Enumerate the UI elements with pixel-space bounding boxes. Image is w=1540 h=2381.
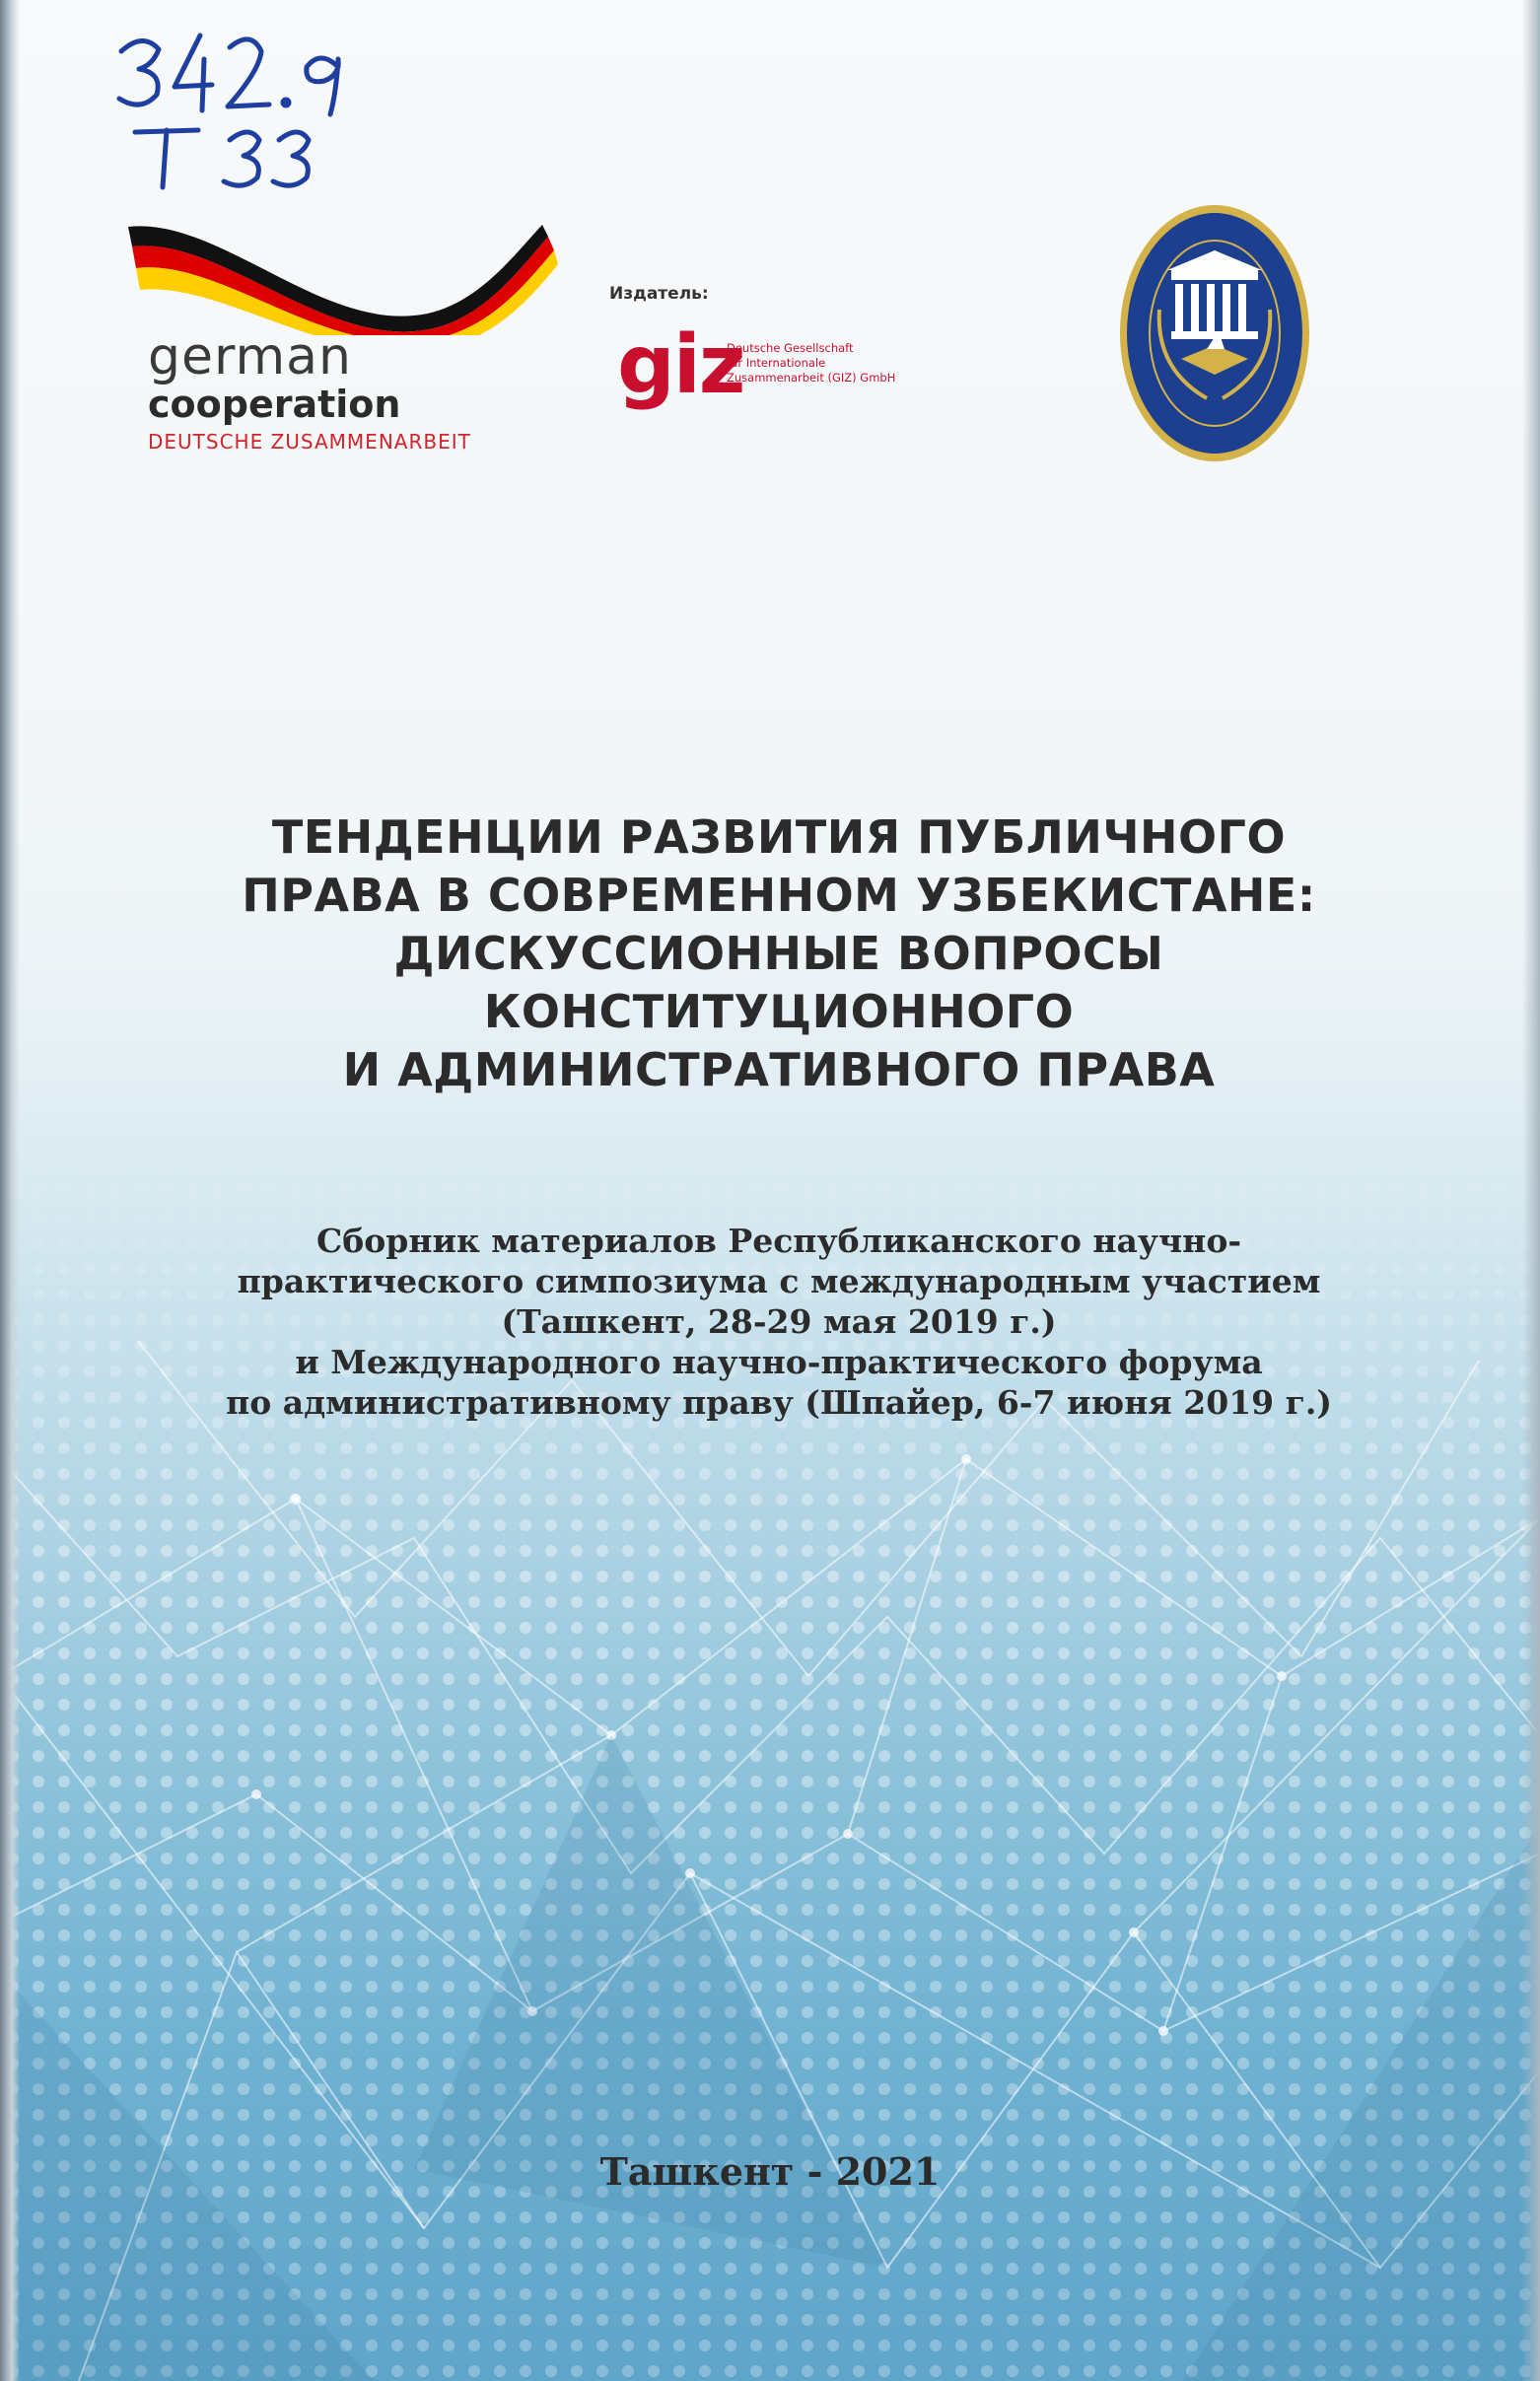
german-cooperation-logo bbox=[118, 217, 562, 454]
title-line: КОНСТИТУЦИОННОГО bbox=[483, 985, 1075, 1038]
gc-text-deutsche-zusammenarbeit: DEUTSCHE ZUSAMMENARBEIT bbox=[148, 430, 471, 454]
giz-name-line: Zusammenarbeit (GIZ) GmbH bbox=[727, 371, 896, 385]
title-line: ТЕНДЕНЦИИ РАЗВИТИЯ ПУБЛИЧНОГО bbox=[271, 810, 1287, 864]
subtitle-line: Сборник материалов Республиканского научно- bbox=[315, 1222, 1242, 1260]
german-flag-wave-icon bbox=[118, 217, 562, 335]
subtitle-line: (Ташкент, 28-29 мая 2019 г.) bbox=[501, 1302, 1057, 1341]
institution-emblem-icon bbox=[1116, 201, 1313, 465]
book-title bbox=[158, 808, 1400, 1099]
subtitle-line: по административному праву (Шпайер, 6-7 июня 2019 г.) bbox=[226, 1383, 1332, 1422]
title-line: ПРАВА В СОВРЕМЕННОМ УЗБЕКИСТАНЕ: bbox=[242, 869, 1316, 922]
giz-logo-mark: giz bbox=[617, 318, 744, 412]
left-edge-shadow bbox=[0, 0, 20, 2381]
giz-full-name bbox=[727, 341, 944, 385]
publisher-label: Издатель: bbox=[609, 284, 709, 304]
right-edge-shadow bbox=[1522, 0, 1540, 2381]
place-and-year: Ташкент - 2021 bbox=[599, 2149, 941, 2194]
handwritten-call-number-mark bbox=[113, 30, 370, 217]
gc-text-cooperation: cooperation bbox=[148, 383, 401, 426]
subtitle-line: практического симпозиума с международным участием bbox=[237, 1262, 1321, 1300]
book-subtitle bbox=[118, 1221, 1439, 1423]
gc-text-german: german bbox=[148, 327, 352, 386]
giz-name-line: für Internationale bbox=[727, 356, 826, 370]
title-line: И АДМИНИСТРАТИВНОГО ПРАВА bbox=[342, 1043, 1216, 1096]
subtitle-line: и Международного научно-практического форума bbox=[295, 1343, 1263, 1381]
giz-name-line: Deutsche Gesellschaft bbox=[727, 341, 854, 355]
title-line: ДИСКУССИОННЫЕ ВОПРОСЫ bbox=[393, 927, 1164, 980]
